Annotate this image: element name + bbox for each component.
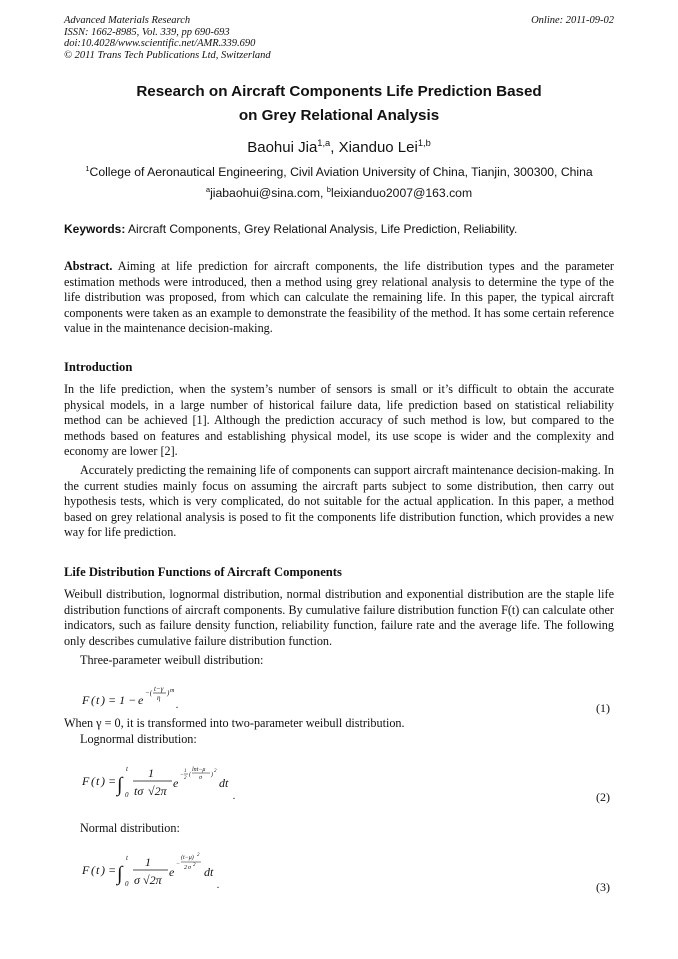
introduction-paragraph-2: Accurately predicting the remaining life of components can support aircraft maintenance decision-making. In the current studies mainly focus on assuming the aircraft parts subject to some distribution, then carry out hypothesis tests, which is very complicated, do not suitable for the actual application. In this paper, a method based on grey relational analysis is posed to fit the components life distribution function, which provides a new way for life prediction. — [64, 463, 614, 540]
equation-1-weibull — [80, 680, 200, 712]
online-date: Online: 2011-09-02 — [531, 15, 614, 26]
svg-text:(: ( — [91, 693, 95, 707]
svg-text:1: 1 — [148, 766, 154, 780]
equation-2-number: (2) — [596, 790, 610, 804]
email-a-superscript: a — [205, 184, 211, 194]
svg-text:t: t — [126, 765, 128, 773]
svg-text:F: F — [82, 774, 90, 788]
svg-text:√2π: √2π — [143, 873, 162, 887]
gamma-note: When γ = 0, it is transformed into two-parameter weibull distribution. — [64, 716, 405, 730]
svg-text:m: m — [170, 688, 175, 694]
svg-text:lnt−μ: lnt−μ — [192, 767, 206, 773]
svg-text:1: 1 — [184, 769, 187, 774]
author-1: Baohui Jia — [247, 139, 318, 156]
affiliation-superscript: 1 — [85, 163, 90, 173]
svg-text:(: ( — [91, 863, 95, 877]
author-separator: , — [330, 139, 339, 156]
abstract-label: Abstract. — [64, 259, 113, 273]
svg-text:(: ( — [91, 774, 95, 788]
normal-label: Normal distribution: — [80, 821, 180, 835]
svg-text:t: t — [96, 774, 100, 788]
svg-text:σ: σ — [134, 873, 140, 887]
svg-text:t: t — [96, 863, 100, 877]
svg-text:t: t — [126, 854, 128, 862]
svg-text:.: . — [233, 791, 236, 802]
lognormal-label: Lognormal distribution: — [80, 732, 197, 746]
journal-issn: ISSN: 1662-8985, Vol. 339, pp 690-693 — [64, 26, 230, 38]
svg-text:dt: dt — [204, 865, 214, 879]
svg-text:∫: ∫ — [117, 863, 123, 885]
equation-2-lognormal — [80, 755, 250, 805]
author-list — [64, 137, 614, 159]
svg-text:η: η — [157, 694, 161, 702]
journal-copyright: © 2011 Trans Tech Publications Ltd, Switzerland — [64, 49, 271, 61]
paper-title — [64, 80, 614, 128]
svg-text:2: 2 — [214, 769, 217, 774]
svg-text:1: 1 — [145, 855, 151, 869]
title-line-2: on Grey Relational Analysis — [238, 107, 440, 124]
abstract-text: Aiming at life prediction for aircraft components, the life distribution types and the parameter estimation methods were introduced, then a method using grey relational analysis to determine the type of the life distribution was proposed, from which can calculate the remaining life. In this paper, the typical aircraft components were taken as an example to demonstrate the feasibility of the method. It has some certain reference value in the maintenance decision-making. — [64, 259, 614, 336]
introduction-paragraph-1: In the life prediction, when the system’s number of sensors is small or it’s difficult to obtain the accurate physical models, in a large number of historical failure data, life prediction based on statistical reliability method can be achieved [1]. Although the prediction accuracy of such method is low, but compared to the methods based on features and establishing physical model, its use scope is wider and the complexity and economy are lower [2]. — [64, 382, 614, 459]
svg-text:2: 2 — [197, 853, 200, 858]
svg-text:t: t — [96, 693, 100, 707]
svg-text:dt: dt — [219, 776, 229, 790]
svg-text:) =: ) = — [101, 774, 117, 788]
equation-3-normal — [80, 846, 240, 894]
title-line-1: Research on Aircraft Components Life Prediction Based — [136, 83, 542, 100]
author-emails — [64, 185, 614, 201]
journal-name: Advanced Materials Research — [64, 15, 191, 26]
journal-header — [64, 15, 271, 61]
svg-text:): ) — [167, 689, 170, 697]
email-b-superscript: b — [326, 184, 331, 194]
author-1-superscript: 1,a — [317, 138, 331, 148]
svg-text:√2π: √2π — [148, 784, 167, 798]
svg-text:2: 2 — [184, 865, 187, 871]
equation-1-number: (1) — [596, 701, 610, 715]
svg-text:e: e — [173, 776, 179, 790]
journal-doi: doi:10.4028/www.scientific.net/AMR.339.690 — [64, 38, 256, 50]
keywords — [64, 221, 614, 237]
svg-text:): ) — [211, 772, 213, 778]
keywords-label: Keywords: — [64, 222, 126, 236]
life-distribution-heading: Life Distribution Functions of Aircraft Components — [64, 565, 342, 579]
keywords-text: Aircraft Components, Grey Relational Analysis, Life Prediction, Reliability. — [125, 222, 518, 236]
svg-text:σ: σ — [199, 775, 202, 781]
abstract — [64, 259, 614, 337]
svg-text:0: 0 — [125, 791, 129, 799]
svg-text:2: 2 — [193, 863, 196, 868]
svg-text:−: − — [176, 861, 181, 867]
svg-text:(: ( — [189, 772, 191, 778]
email-a: jiabaohui@sina.com, — [210, 186, 327, 200]
equation-3-number: (3) — [596, 880, 610, 894]
svg-text:−(: −( — [145, 689, 153, 697]
introduction-heading: Introduction — [64, 360, 133, 374]
svg-text:−: − — [180, 772, 185, 778]
author-2: Xianduo Lei — [338, 139, 418, 156]
svg-text:.: . — [176, 700, 179, 711]
svg-text:) = 1 −: ) = 1 − — [101, 693, 137, 707]
svg-text:F: F — [82, 863, 90, 877]
svg-text:) =: ) = — [101, 863, 117, 877]
svg-text:.: . — [217, 880, 220, 891]
affiliation-text: College of Aeronautical Engineering, Civil Aviation University of China, Tianjin, 300300, China — [89, 165, 593, 179]
life-distribution-paragraph: Weibull distribution, lognormal distribution, normal distribution and exponential distribution are the staple life distribution functions of aircraft components. By cumulative failure distribution function F(t) can calculate other indicators, such as failure density function, reliability function, failure rate and the average life. The following only describes cumulative failure distribution function. — [64, 587, 614, 648]
svg-text:0: 0 — [125, 880, 129, 888]
email-b: leixianduo2007@163.com — [331, 186, 473, 200]
svg-text:F: F — [82, 693, 90, 707]
svg-text:e: e — [138, 693, 144, 707]
svg-text:2: 2 — [184, 776, 187, 781]
svg-text:∫: ∫ — [117, 774, 123, 796]
author-2-superscript: 1,b — [417, 138, 431, 148]
svg-text:σ: σ — [188, 865, 191, 871]
svg-text:t−γ: t−γ — [154, 685, 164, 693]
weibull-label: Three-parameter weibull distribution: — [80, 653, 264, 667]
affiliation — [64, 164, 614, 180]
svg-text:(t−μ): (t−μ) — [181, 855, 194, 861]
svg-text:e: e — [169, 865, 175, 879]
svg-text:tσ: tσ — [134, 784, 144, 798]
